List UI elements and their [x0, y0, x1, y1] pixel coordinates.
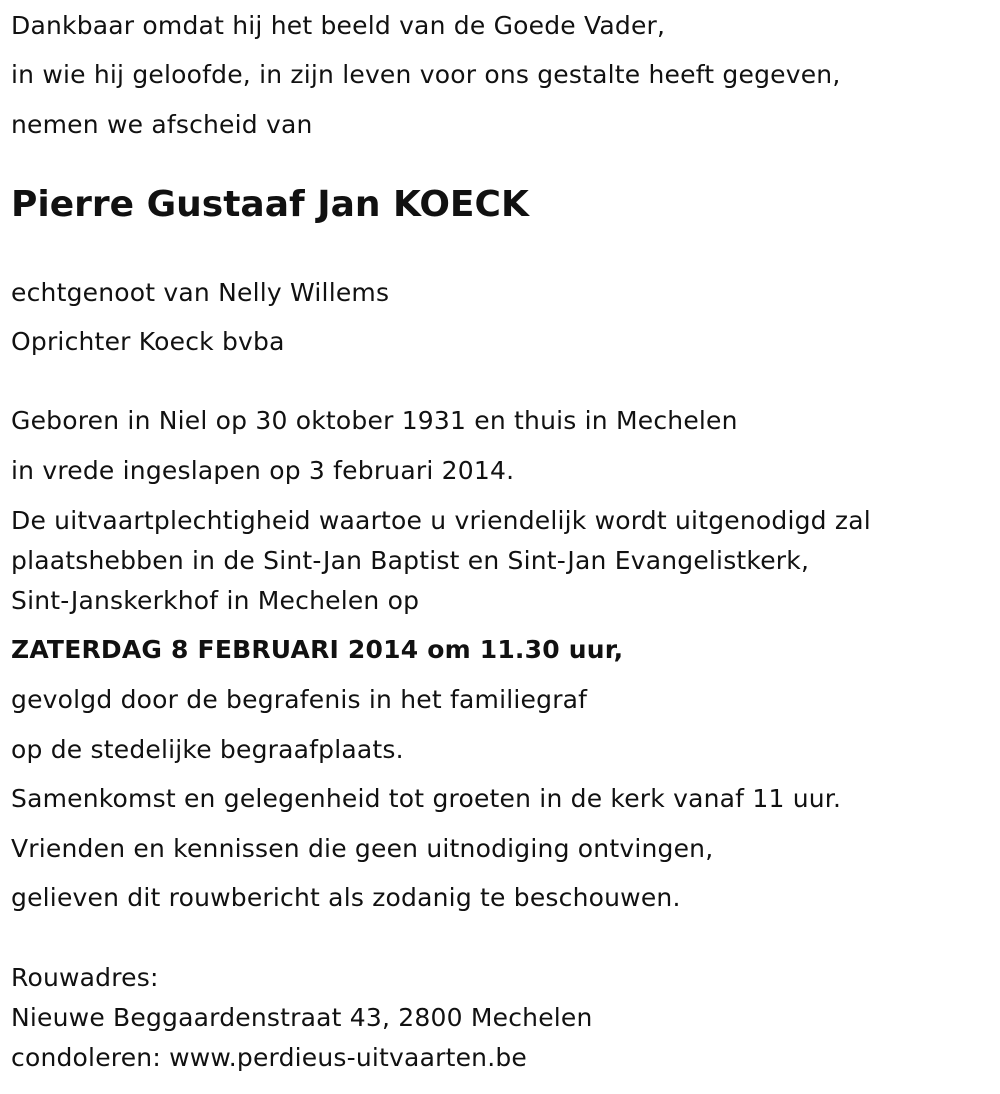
- birth-line: Geboren in Niel op 30 oktober 1931 en thuis in Mechelen: [11, 406, 738, 435]
- deceased-name: Pierre Gustaaf Jan KOECK: [11, 184, 529, 225]
- intro-line-1: Dankbaar omdat hij het beeld van de Goede Vader,: [11, 11, 666, 40]
- address-label: Rouwadres:: [11, 963, 159, 992]
- role-line: Oprichter Koeck bvba: [11, 327, 285, 356]
- burial-line-1: gevolgd door de begrafenis in het familiegraf: [11, 685, 588, 714]
- intro-line-2: in wie hij geloofde, in zijn leven voor ons gestalte heeft gegeven,: [11, 60, 841, 89]
- intro-line-3: nemen we afscheid van: [11, 110, 313, 139]
- death-line: in vrede ingeslapen op 3 februari 2014.: [11, 456, 515, 485]
- ceremony-invite-line-2: plaatshebben in de Sint-Jan Baptist en Sint-Jan Evangelistkerk,: [11, 546, 810, 575]
- spouse-line: echtgenoot van Nelly Willems: [11, 278, 390, 307]
- address-line: Nieuwe Beggaardenstraat 43, 2800 Mechelen: [11, 1003, 593, 1032]
- ceremony-date-time: ZATERDAG 8 FEBRUARI 2014 om 11.30 uur,: [11, 635, 624, 664]
- notice-line-2: gelieven dit rouwbericht als zodanig te beschouwen.: [11, 883, 681, 912]
- notice-line-1: Vrienden en kennissen die geen uitnodiging ontvingen,: [11, 834, 714, 863]
- ceremony-invite-line-3: Sint-Janskerkhof in Mechelen op: [11, 586, 420, 615]
- ceremony-invite-line-1: De uitvaartplechtigheid waartoe u vriendelijk wordt uitgenodigd zal: [11, 506, 871, 535]
- burial-line-2: op de stedelijke begraafplaats.: [11, 735, 404, 764]
- condolence-link[interactable]: condoleren: www.perdieus-uitvaarten.be: [11, 1043, 527, 1072]
- gathering-line: Samenkomst en gelegenheid tot groeten in de kerk vanaf 11 uur.: [11, 784, 842, 813]
